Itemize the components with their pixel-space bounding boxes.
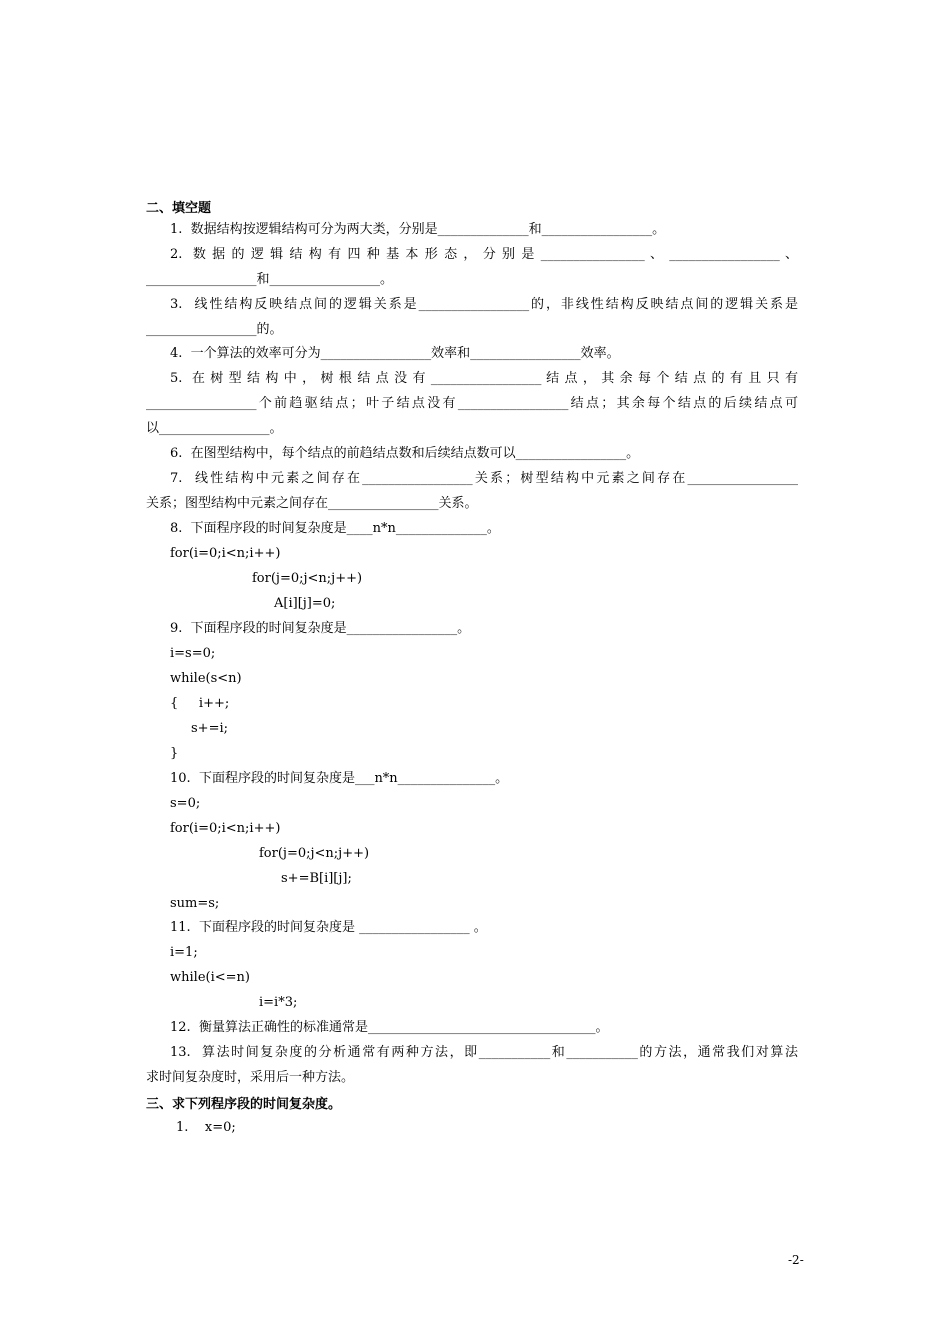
question-3-line-2: _________________的。 [146,322,283,337]
question-5-line-1: 5. 在 树 型 结 构 中 ， 树 根 结 点 没 有 _________________ 结 点 ， 其 余 每 个 结 点 的 有 且 只 有 [170,371,798,386]
code-line: for(j=0;j<n;j++) [259,846,370,861]
question-1: 1. 数据结构按逻辑结构可分为两大类，分别是______________和_________________。 [170,222,666,237]
section3-item-1: 1. x=0; [176,1120,236,1135]
question-12: 12. 衡量算法正确性的标准通常是___________________________________。 [170,1020,609,1035]
code-line: s+=B[i][j]; [281,871,352,886]
code-line: i=i*3; [259,995,298,1010]
code-line: A[i][j]=0; [274,596,336,611]
code-line: while(s<n) [170,671,242,686]
question-3-line-1: 3. 线性结构反映结点间的逻辑关系是_________________的，非线性结构反映结点间的逻辑关系是 [170,297,798,312]
question-8: 8. 下面程序段的时间复杂度是____n*n______________。 [170,521,500,536]
code-line: sum=s; [170,896,220,911]
question-7-line-2: 关系；图型结构中元素之间存在_________________关系。 [146,496,478,511]
code-line: for(i=0;i<n;i++) [170,821,281,836]
code-line: i=1; [170,945,198,960]
code-line: { i++; [170,696,230,711]
question-4: 4. 一个算法的效率可分为_________________效率和_________________效率。 [170,346,620,361]
code-line: for(j=0;j<n;j++) [252,571,363,586]
question-9: 9. 下面程序段的时间复杂度是_________________。 [170,621,471,636]
question-13-line-2: 求时间复杂度时，采用后一种方法。 [146,1070,355,1085]
question-13-line-1: 13. 算法时间复杂度的分析通常有两种方法，即___________和___________的方法，通常我们对算法 [170,1045,798,1060]
page-number: -2- [788,1253,804,1267]
question-5-line-3: 以_________________。 [146,421,283,436]
section-heading-fill-blank: 二、填空题 [146,201,212,216]
code-line: s=0; [170,796,201,811]
question-7-line-1: 7. 线性结构中元素之间存在_________________关系；树型结构中元素之间存在_________________ [170,471,798,486]
code-line: i=s=0; [170,646,216,661]
code-line: while(i<=n) [170,970,250,985]
code-line: } [170,746,179,761]
question-6: 6. 在图型结构中，每个结点的前趋结点数和后续结点数可以_________________。 [170,446,640,461]
question-11: 11. 下面程序段的时间复杂度是 _________________ 。 [170,920,487,935]
question-2-line-2: _________________和_________________。 [146,272,394,287]
code-line: for(i=0;i<n;i++) [170,546,281,561]
question-2-line-1: 2. 数 据 的 逻 辑 结 构 有 四 种 基 本 形 态 ， 分 别 是 ________________ 、 _________________ 、 [170,247,798,262]
question-10: 10. 下面程序段的时间复杂度是___n*n_______________。 [170,771,509,786]
question-5-line-2: _________________个前趋驱结点；叶子结点没有_________________结点；其余每个结点的后续结点可 [146,396,798,411]
section-heading-complexity: 三、求下列程序段的时间复杂度。 [146,1097,342,1112]
code-line: s+=i; [191,721,228,736]
